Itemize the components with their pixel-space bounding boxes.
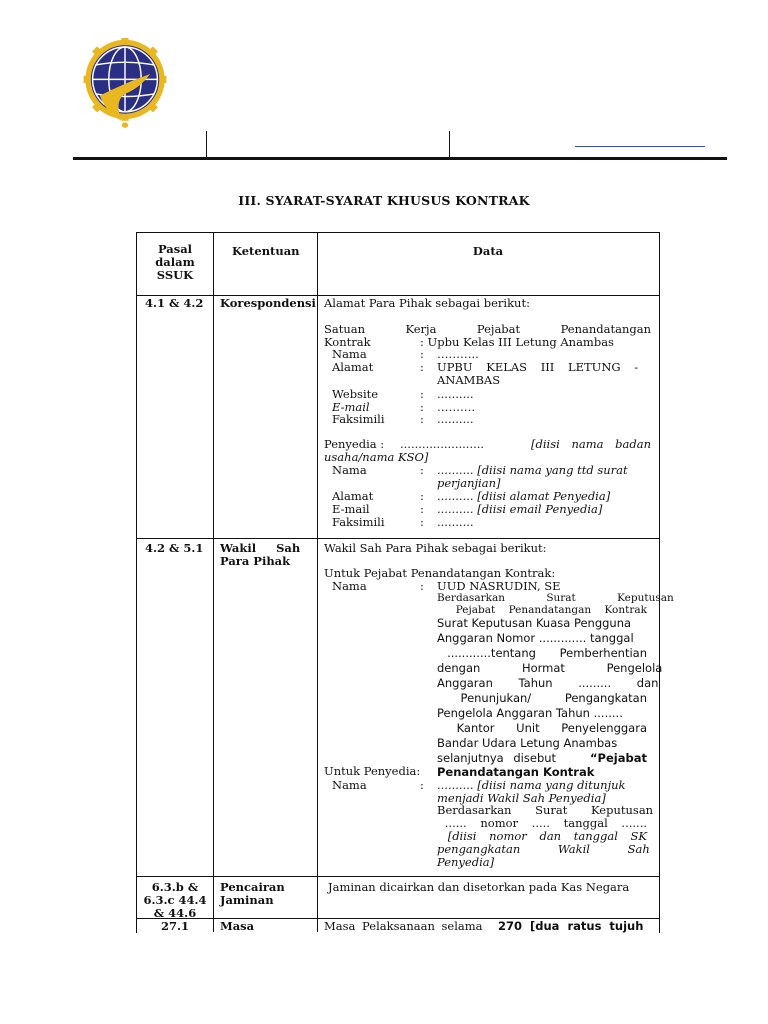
row2-selanjutnya: selanjutnya disebut — [437, 751, 557, 765]
header-divider — [449, 131, 450, 157]
row2-ketentuan: Wakil Sah — [220, 541, 301, 555]
row2-p-nama-value: .......... [diisi nama yang ditunjuk — [437, 778, 626, 792]
table-col-divider — [213, 232, 214, 932]
ministry-logo — [80, 38, 170, 128]
row4-data: Masa Pelaksanaan selama — [324, 919, 483, 933]
section-title: III. SYARAT-SYARAT KHUSUS KONTRAK — [238, 193, 530, 208]
field-value: perjanjian] — [437, 476, 501, 490]
table-col-divider — [317, 232, 318, 932]
row2-pejabat-bold-cont: Penandatangan Kontrak — [437, 765, 595, 779]
row2-sans-line: Bandar Udara Letung Anambas — [437, 736, 618, 750]
row1-pasal: 4.1 & 4.2 — [145, 296, 204, 310]
row1-penyedia-note-cont: usaha/nama KSO] — [324, 450, 429, 464]
row2-pejabat-bold: “Pejabat — [590, 751, 647, 765]
field-value: .......... [diisi alamat Penyedia] — [437, 489, 611, 503]
row2-pasal: 4.2 & 5.1 — [145, 541, 204, 555]
field-value: .......... — [437, 412, 474, 426]
row3-ketentuan: Pencairan — [220, 880, 285, 894]
row2-sans-line: ............tentang Pemberhentian — [447, 646, 647, 660]
field-label: Alamat — [332, 360, 374, 374]
row3-ketentuan: Jaminan — [220, 893, 274, 907]
field-value: .......... [diisi email Penyedia] — [437, 502, 603, 516]
row2-penyedia-label: Untuk Penyedia: — [324, 764, 421, 778]
word: Penandatangan — [560, 322, 651, 336]
row2-p-line: ...... nomor ..... tanggal ....... — [444, 816, 647, 830]
row2-intro: Wakil Sah Para Pihak sebagai berikut: — [324, 541, 547, 555]
row1-kontrak-value: : Upbu Kelas III Letung Anambas — [420, 335, 614, 349]
header-link-underline[interactable] — [575, 146, 705, 147]
field-label: Website — [332, 387, 379, 401]
row3-pasal: 6.3.c 44.4 — [143, 893, 207, 907]
row3-pasal: & 44.6 — [153, 906, 197, 920]
field-value-text: UPBU KELAS III LETUNG - — [437, 360, 639, 374]
row2-p-line: [diisi nomor dan tanggal SK — [447, 829, 647, 843]
row1-penyedia-note: [diisi nama badan — [531, 437, 651, 451]
field-label: E-mail — [332, 400, 370, 414]
header-rule — [73, 157, 727, 160]
word: Kerja — [405, 322, 437, 336]
table-row-divider — [136, 538, 659, 539]
row4-ketentuan: Masa — [220, 919, 255, 933]
row1-kontrak-label: Kontrak — [324, 335, 371, 349]
field-colon: : — [420, 515, 424, 529]
field-label: Faksimili — [332, 515, 385, 529]
field-colon: : — [420, 347, 424, 361]
row2-p-nama-label: Nama — [332, 778, 367, 792]
row2-p-line: pengangkatan Wakil Sah — [437, 842, 650, 856]
field-value: ANAMBAS — [437, 373, 501, 387]
row4-pasal: 27.1 — [160, 919, 189, 933]
field-label: Alamat — [332, 489, 374, 503]
row2-sans-line: Anggaran Tahun ......... dan — [437, 676, 659, 690]
field-value: .......... [diisi nama yang ttd surat — [437, 463, 628, 477]
field-colon: : — [420, 489, 424, 503]
row2-sans-line: Kantor Unit Penyelenggara — [456, 721, 647, 735]
row3-pasal: 6.3.b & — [151, 880, 199, 894]
field-colon: : — [420, 412, 424, 426]
row2-nama-colon: : — [420, 579, 424, 593]
row2-serif-line: Berdasarkan Surat Keputusan — [437, 592, 674, 604]
header-ketentuan: Ketentuan — [232, 244, 300, 258]
field-colon: : — [420, 360, 424, 374]
row2-p-line: Penyedia] — [437, 855, 495, 869]
word: Satuan — [324, 322, 366, 336]
header-divider — [206, 131, 207, 157]
field-colon: : — [420, 400, 424, 414]
field-label: Faksimili — [332, 412, 385, 426]
field-value: ……….. — [437, 347, 479, 361]
row2-pejabat-label: Untuk Pejabat Penandatangan Kontrak: — [324, 566, 556, 580]
row2-p-nama-value: menjadi Wakil Sah Penyedia] — [437, 791, 606, 805]
header-data: Data — [472, 244, 504, 258]
row2-sans-line: dengan Hormat Pengelola — [437, 661, 663, 675]
field-colon: : — [420, 502, 424, 516]
row1-intro: Alamat Para Pihak sebagai berikut: — [324, 296, 530, 310]
header-pasal: Pasal dalam SSUK — [155, 242, 195, 282]
row2-serif-line: Pejabat Penandatangan Kontrak — [455, 604, 647, 616]
row2-sans-line: Penunjukan/ Pengangkatan — [460, 691, 647, 705]
word: Pejabat — [476, 322, 521, 336]
row4-data-bold: 270 [dua ratus tujuh — [498, 919, 644, 933]
row1-penyedia-dots: ....................... — [400, 437, 485, 451]
field-label: Nama — [332, 463, 367, 477]
gear-emblem-icon — [84, 38, 167, 128]
row2-sans-line: Pengelola Anggaran Tahun ........ — [437, 706, 623, 720]
table-row-divider — [136, 876, 659, 877]
field-colon: : — [420, 463, 424, 477]
row2-ketentuan-cont: Para Pihak — [220, 554, 291, 568]
row1-ketentuan: Korespondensi — [220, 296, 316, 310]
field-value: .......... — [437, 387, 474, 401]
row2-nama-value: UUD NASRUDIN, SE — [437, 579, 561, 593]
field-colon: : — [420, 387, 424, 401]
row2-p-line: Berdasarkan Surat Keputusan — [437, 803, 654, 817]
field-label: E-mail — [332, 502, 370, 516]
row1-penyedia-label: Penyedia : — [324, 437, 385, 451]
field-value: .......... — [437, 515, 474, 529]
row2-nama-label: Nama — [332, 579, 367, 593]
field-label: Nama — [332, 347, 367, 361]
row2-p-nama-colon: : — [420, 778, 424, 792]
row2-sans-line: Anggaran Nomor ............. tanggal — [437, 631, 634, 645]
field-value: ………. — [437, 400, 476, 414]
row3-data: Jaminan dicairkan dan disetorkan pada Kas Negara — [328, 880, 630, 894]
row2-sans-line: Surat Keputusan Kuasa Pengguna — [437, 616, 632, 630]
